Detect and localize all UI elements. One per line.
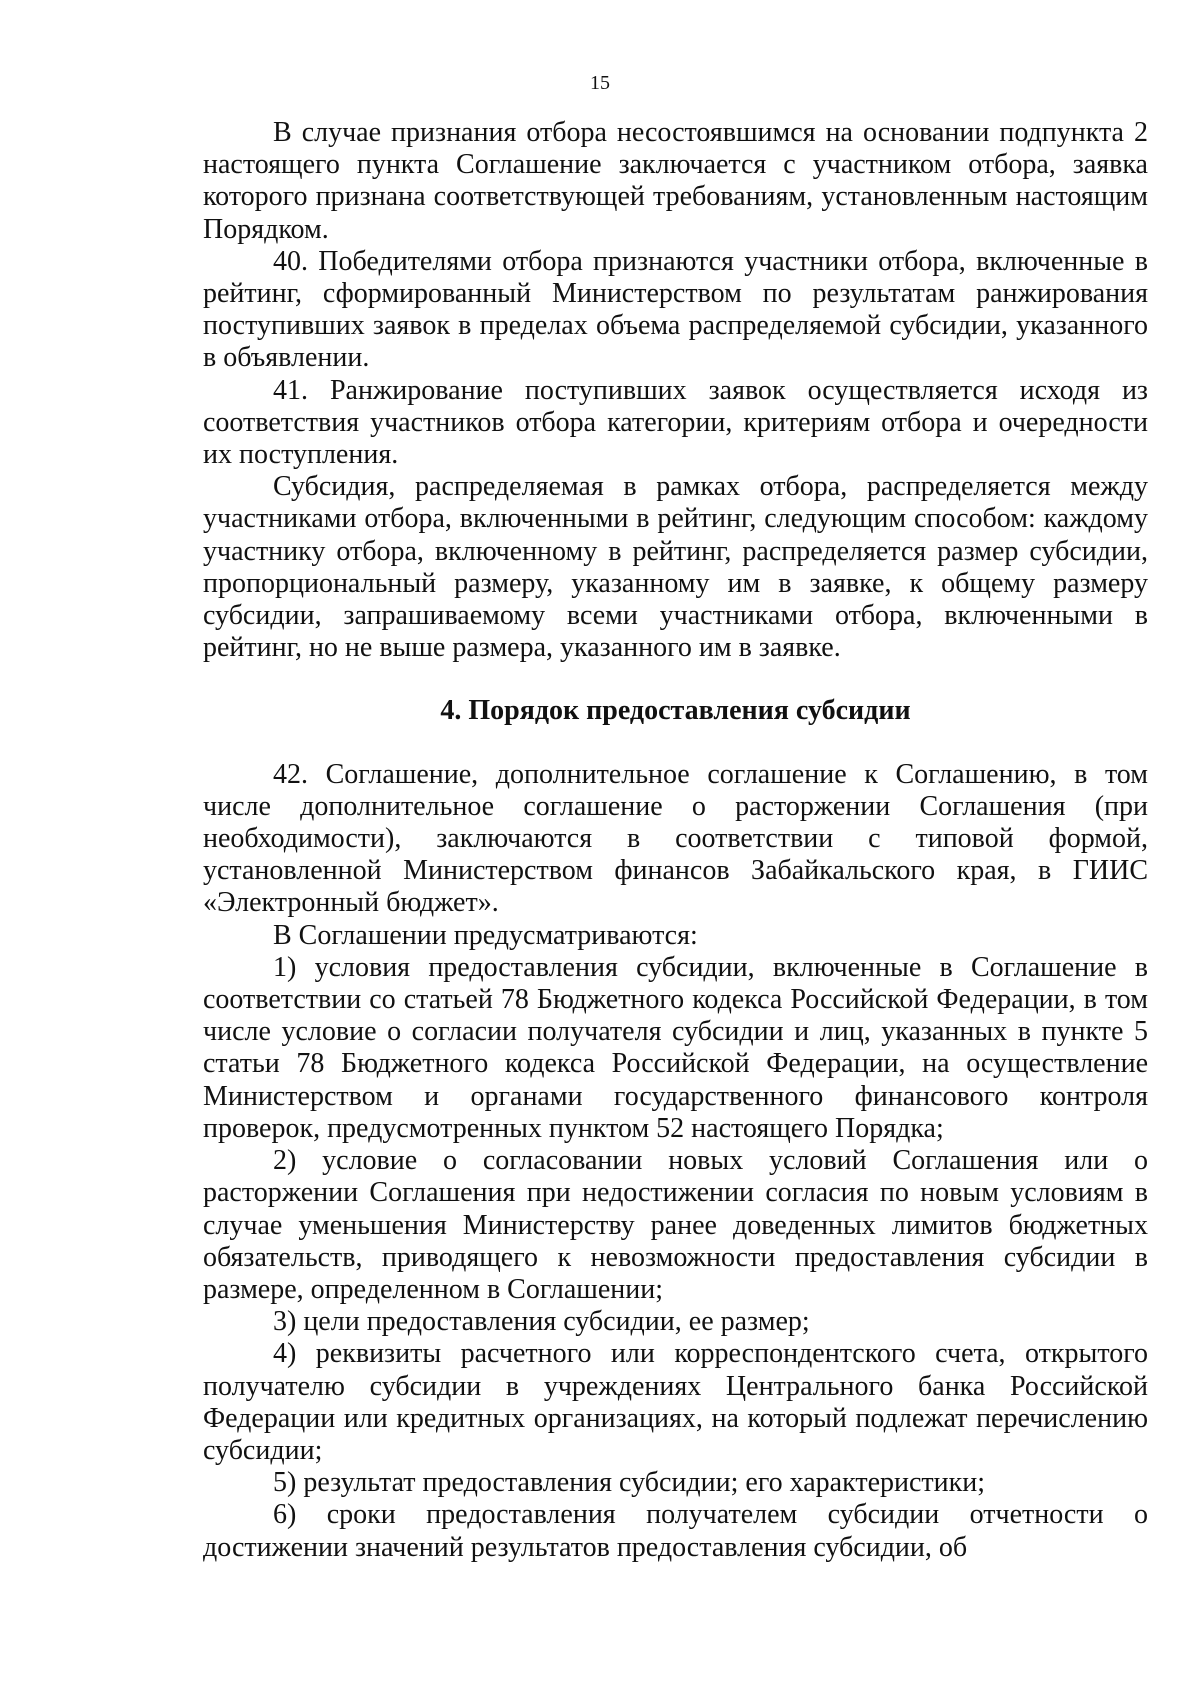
list-item: 6) сроки предоставления получателем субсидии отчетности о достижении значений результатов предоставления субсидии, об (203, 1499, 1148, 1563)
paragraph-item-40: 40. Победителями отбора признаются участники отбора, включенные в рейтинг, сформированный Министерством по результатам ранжирования поступивших заявок в пределах объема распределяемой субсидии, указанного в объявлении. (203, 245, 1148, 374)
list-item: 4) реквизиты расчетного или корреспондентского счета, открытого получателю субсидии в учреждениях Центрального банка Российской Федерации или кредитных организациях, на который подлежат перечислению субсидии; (203, 1338, 1148, 1466)
paragraph-item-41: 41. Ранжирование поступивших заявок осуществляется исходя из соответствия участников отбора категории, критериям отбора и очередности их поступления. (203, 374, 1148, 471)
section-heading: 4. Порядок предоставления субсидии (440, 695, 911, 727)
list-item: 1) условия предоставления субсидии, включенные в Соглашение в соответствии со статьей 78 Бюджетного кодекса Российской Федерации, в том числе условие о согласии получателя субсидии и лиц, указанных в пункте 5 статьи 78 Бюджетного кодекса Российской Федерации, на осуществление Министерством и органами государственного финансового контроля проверок, предусмотренных пунктом 52 настоящего Порядка; (203, 951, 1148, 1144)
paragraph: В случае признания отбора несостоявшимся на основании подпункта 2 настоящего пункта Соглашение заключается с участником отбора, заявка которого признана соответствующей требованиям, установленным настоящим Порядком. (203, 117, 1148, 245)
paragraph-item-42: 42. Соглашение, дополнительное соглашение к Соглашению, в том числе дополнительное соглашение о расторжении Соглашения (при необходимости), заключаются в соответствии с типовой формой, установленной Министерством финансов Забайкальского края, в ГИИС «Электронный бюджет». (203, 758, 1148, 919)
paragraph: В Соглашении предусматриваются: (273, 919, 698, 951)
list-item: 5) результат предоставления субсидии; его характеристики; (273, 1467, 985, 1499)
paragraph: Субсидия, распределяемая в рамках отбора, распределяется между участниками отбора, включенными в рейтинг, следующим способом: каждому участнику отбора, включенному в рейтинг, распределяется размер субсидии, пропорциональный размеру, указанному им в заявке, к общему размеру субсидии, запрашиваемому всеми участниками отбора, включенными в рейтинг, но не выше размера, указанного им в заявке. (203, 471, 1148, 664)
list-item: 2) условие о согласовании новых условий Соглашения или о расторжении Соглашения при недостижении согласия по новым условиям в случае уменьшения Министерству ранее доведенных лимитов бюджетных обязательств, приводящего к невозможности предоставления субсидии в размере, определенном в Соглашении; (203, 1145, 1148, 1305)
page-number: 15 (590, 72, 610, 94)
document-body (203, 117, 1148, 1564)
list-item: 3) цели предоставления субсидии, ее размер; (273, 1306, 810, 1338)
